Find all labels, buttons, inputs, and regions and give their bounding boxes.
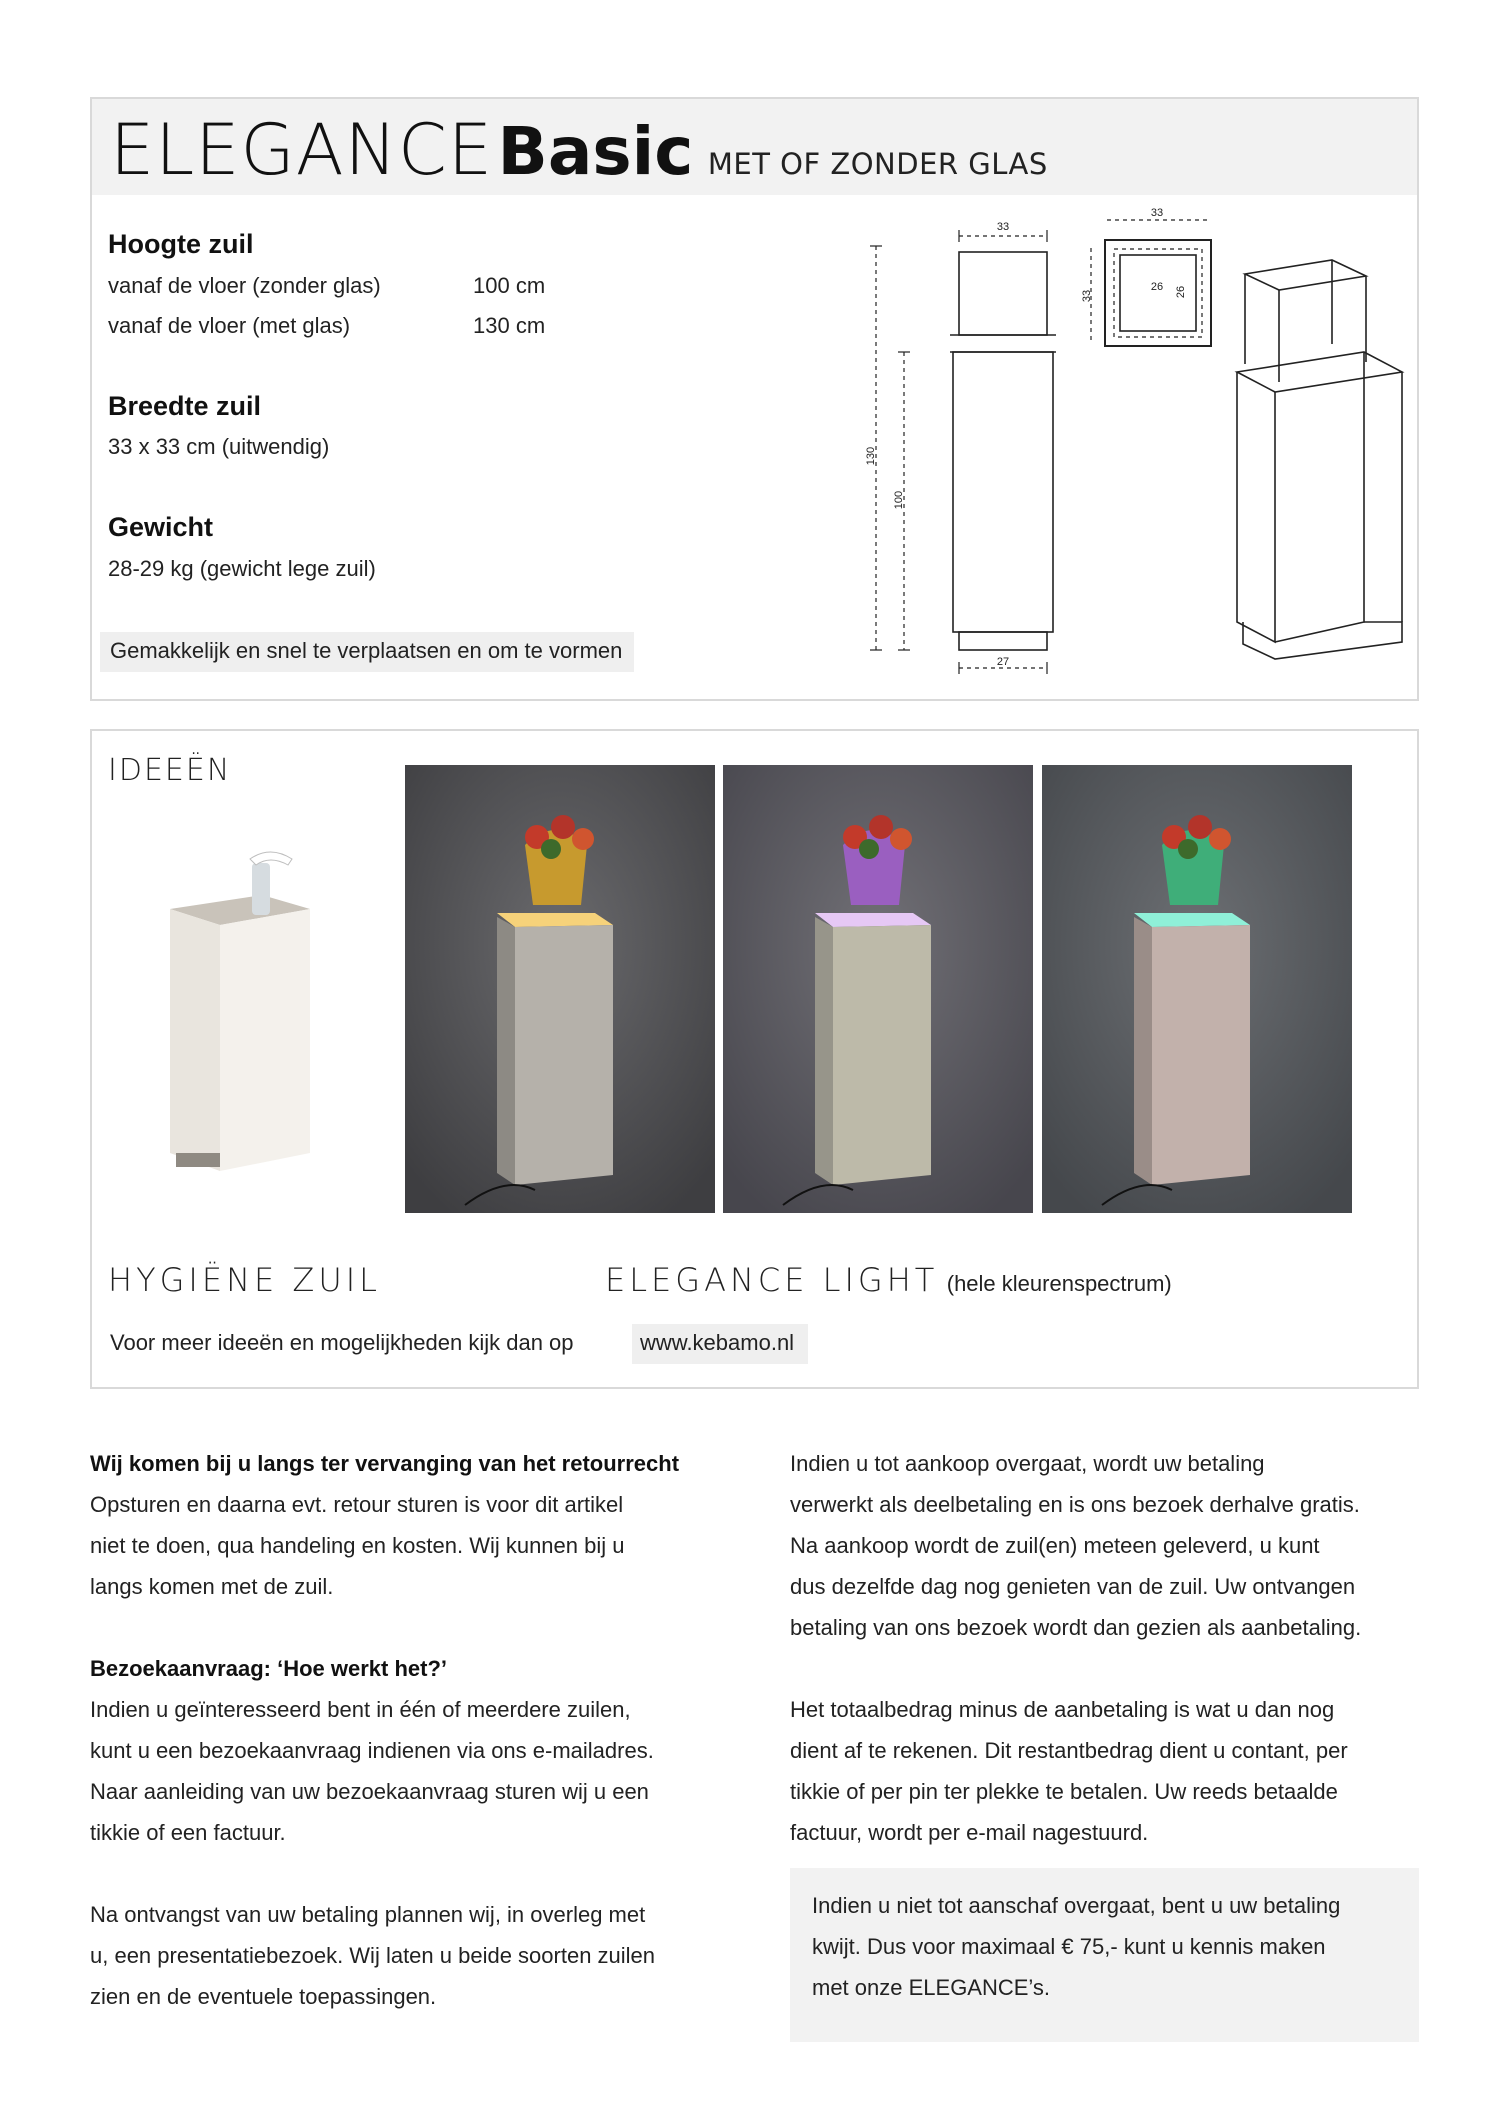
text-line: Naar aanleiding van uw bezoekaanvraag sturen wij u een bbox=[90, 1779, 649, 1804]
column-body-front bbox=[953, 352, 1053, 632]
text-line: u, een presentatiebezoek. Wij laten u beide soorten zuilen bbox=[90, 1943, 656, 1968]
width-text: 33 x 33 cm (uitwendig) bbox=[108, 434, 330, 459]
text-line: langs komen met de zuil. bbox=[90, 1574, 334, 1599]
right-column bbox=[790, 1443, 1430, 1894]
left-column bbox=[90, 1443, 740, 2058]
text-line: Na aankoop wordt de zuil(en) meteen geleverd, u kunt bbox=[790, 1533, 1320, 1558]
request-paragraph bbox=[90, 1689, 740, 1853]
hygiene-label: HYGIËNE ZUIL bbox=[108, 1261, 381, 1299]
weight-text: 28-29 kg (gewicht lege zuil) bbox=[108, 556, 376, 581]
light-photo-violet bbox=[723, 765, 1033, 1213]
return-paragraph bbox=[90, 1484, 740, 1607]
text-line: zien en de eventuele toepassingen. bbox=[90, 1984, 437, 2009]
text-line: Indien u niet tot aanschaf overgaat, bent u uw betaling bbox=[812, 1893, 1341, 1918]
light-photo-cyan bbox=[1042, 765, 1352, 1213]
text-line: kunt u een bezoekaanvraag indienen via ons e-mailadres. bbox=[90, 1738, 654, 1763]
persp-top-ring bbox=[1237, 352, 1402, 392]
top-view-outer bbox=[1105, 240, 1211, 346]
light-photo-yellow bbox=[405, 765, 715, 1213]
column-plinth-front bbox=[959, 632, 1047, 650]
text-line: factuur, wordt per e-mail nagestuurd. bbox=[790, 1820, 1149, 1845]
light-note: (hele kleurenspectrum) bbox=[946, 1271, 1172, 1296]
label-26-w: 26 bbox=[1150, 281, 1164, 293]
light-label-group bbox=[605, 1261, 1172, 1299]
ideas-section bbox=[90, 729, 1419, 1389]
label-33-top: 33 bbox=[996, 221, 1010, 233]
visit-heading: Wij komen bij u langs ter vervanging van het retourrecht bbox=[90, 1451, 680, 1476]
spec-section bbox=[90, 97, 1419, 701]
label-33-side: 33 bbox=[1081, 289, 1093, 303]
label-100: 100 bbox=[893, 490, 905, 510]
label-27: 27 bbox=[996, 656, 1010, 668]
text-line: verwerkt als deelbetaling en is ons bezoek derhalve gratis. bbox=[790, 1492, 1360, 1517]
title-subtitle: MET OF ZONDER GLAS bbox=[707, 147, 1048, 181]
cost-note-box bbox=[790, 1868, 1419, 2042]
height-label-1: vanaf de vloer (zonder glas) bbox=[108, 273, 381, 298]
website-link[interactable]: www.kebamo.nl bbox=[632, 1324, 808, 1364]
height-value-1: 100 cm bbox=[473, 273, 546, 298]
page-title bbox=[110, 109, 1048, 191]
brand-bold: Basic bbox=[497, 113, 694, 190]
payment-paragraph bbox=[790, 1689, 1430, 1853]
height-value-2: 130 cm bbox=[473, 313, 546, 338]
height-heading: Hoogte zuil bbox=[108, 229, 254, 259]
brand-light: ELEGANCE bbox=[110, 109, 494, 191]
glass-top-front bbox=[959, 252, 1047, 335]
label-33-outer: 33 bbox=[1150, 207, 1164, 219]
purchase-paragraph bbox=[790, 1443, 1430, 1648]
text-line: Na ontvangst van uw betaling plannen wij, in overleg met bbox=[90, 1902, 646, 1927]
presentation-paragraph bbox=[90, 1894, 740, 2017]
text-line: Indien u geïnteresseerd bent in één of meerdere zuilen, bbox=[90, 1697, 631, 1722]
text-line: kwijt. Dus voor maximaal € 75,- kunt u kennis maken bbox=[812, 1934, 1326, 1959]
persp-glass-top bbox=[1245, 260, 1366, 290]
text-line: betaling van ons bezoek wordt dan gezien als aanbetaling. bbox=[790, 1615, 1362, 1640]
text-line: tikkie of per pin ter plekke te betalen. Uw reeds betaalde bbox=[790, 1779, 1338, 1804]
height-label-2: vanaf de vloer (met glas) bbox=[108, 313, 351, 338]
request-heading: Bezoekaanvraag: ‘Hoe werkt het?’ bbox=[90, 1656, 448, 1681]
text-line: tikkie of een factuur. bbox=[90, 1820, 286, 1845]
text-line: Opsturen en daarna evt. retour sturen is voor dit artikel bbox=[90, 1492, 624, 1517]
text-line: Het totaalbedrag minus de aanbetaling is wat u dan nog bbox=[790, 1697, 1335, 1722]
text-line: dus dezelfde dag nog genieten van de zuil. Uw ontvangen bbox=[790, 1574, 1356, 1599]
mobility-note: Gemakkelijk en snel te verplaatsen en om te vormen bbox=[100, 632, 634, 672]
width-heading: Breedte zuil bbox=[108, 391, 262, 421]
label-26-h: 26 bbox=[1175, 285, 1187, 299]
text-line: Indien u tot aankoop overgaat, wordt uw betaling bbox=[790, 1451, 1265, 1476]
hygiene-column-image bbox=[152, 841, 342, 1191]
text-line: niet te doen, qua handeling en kosten. Wij kunnen bij u bbox=[90, 1533, 625, 1558]
more-ideas-text: Voor meer ideeën en mogelijkheden kijk dan op bbox=[110, 1330, 574, 1355]
weight-heading: Gewicht bbox=[108, 512, 214, 542]
dimension-drawing bbox=[762, 204, 1412, 674]
text-line: dient af te rekenen. Dit restantbedrag dient u contant, per bbox=[790, 1738, 1348, 1763]
ideas-title: IDEEËN bbox=[108, 753, 232, 788]
label-130: 130 bbox=[865, 446, 877, 466]
light-label: ELEGANCE LIGHT bbox=[605, 1261, 939, 1299]
cost-note-text bbox=[812, 1885, 1412, 2008]
text-line: met onze ELEGANCE’s. bbox=[812, 1975, 1051, 2000]
